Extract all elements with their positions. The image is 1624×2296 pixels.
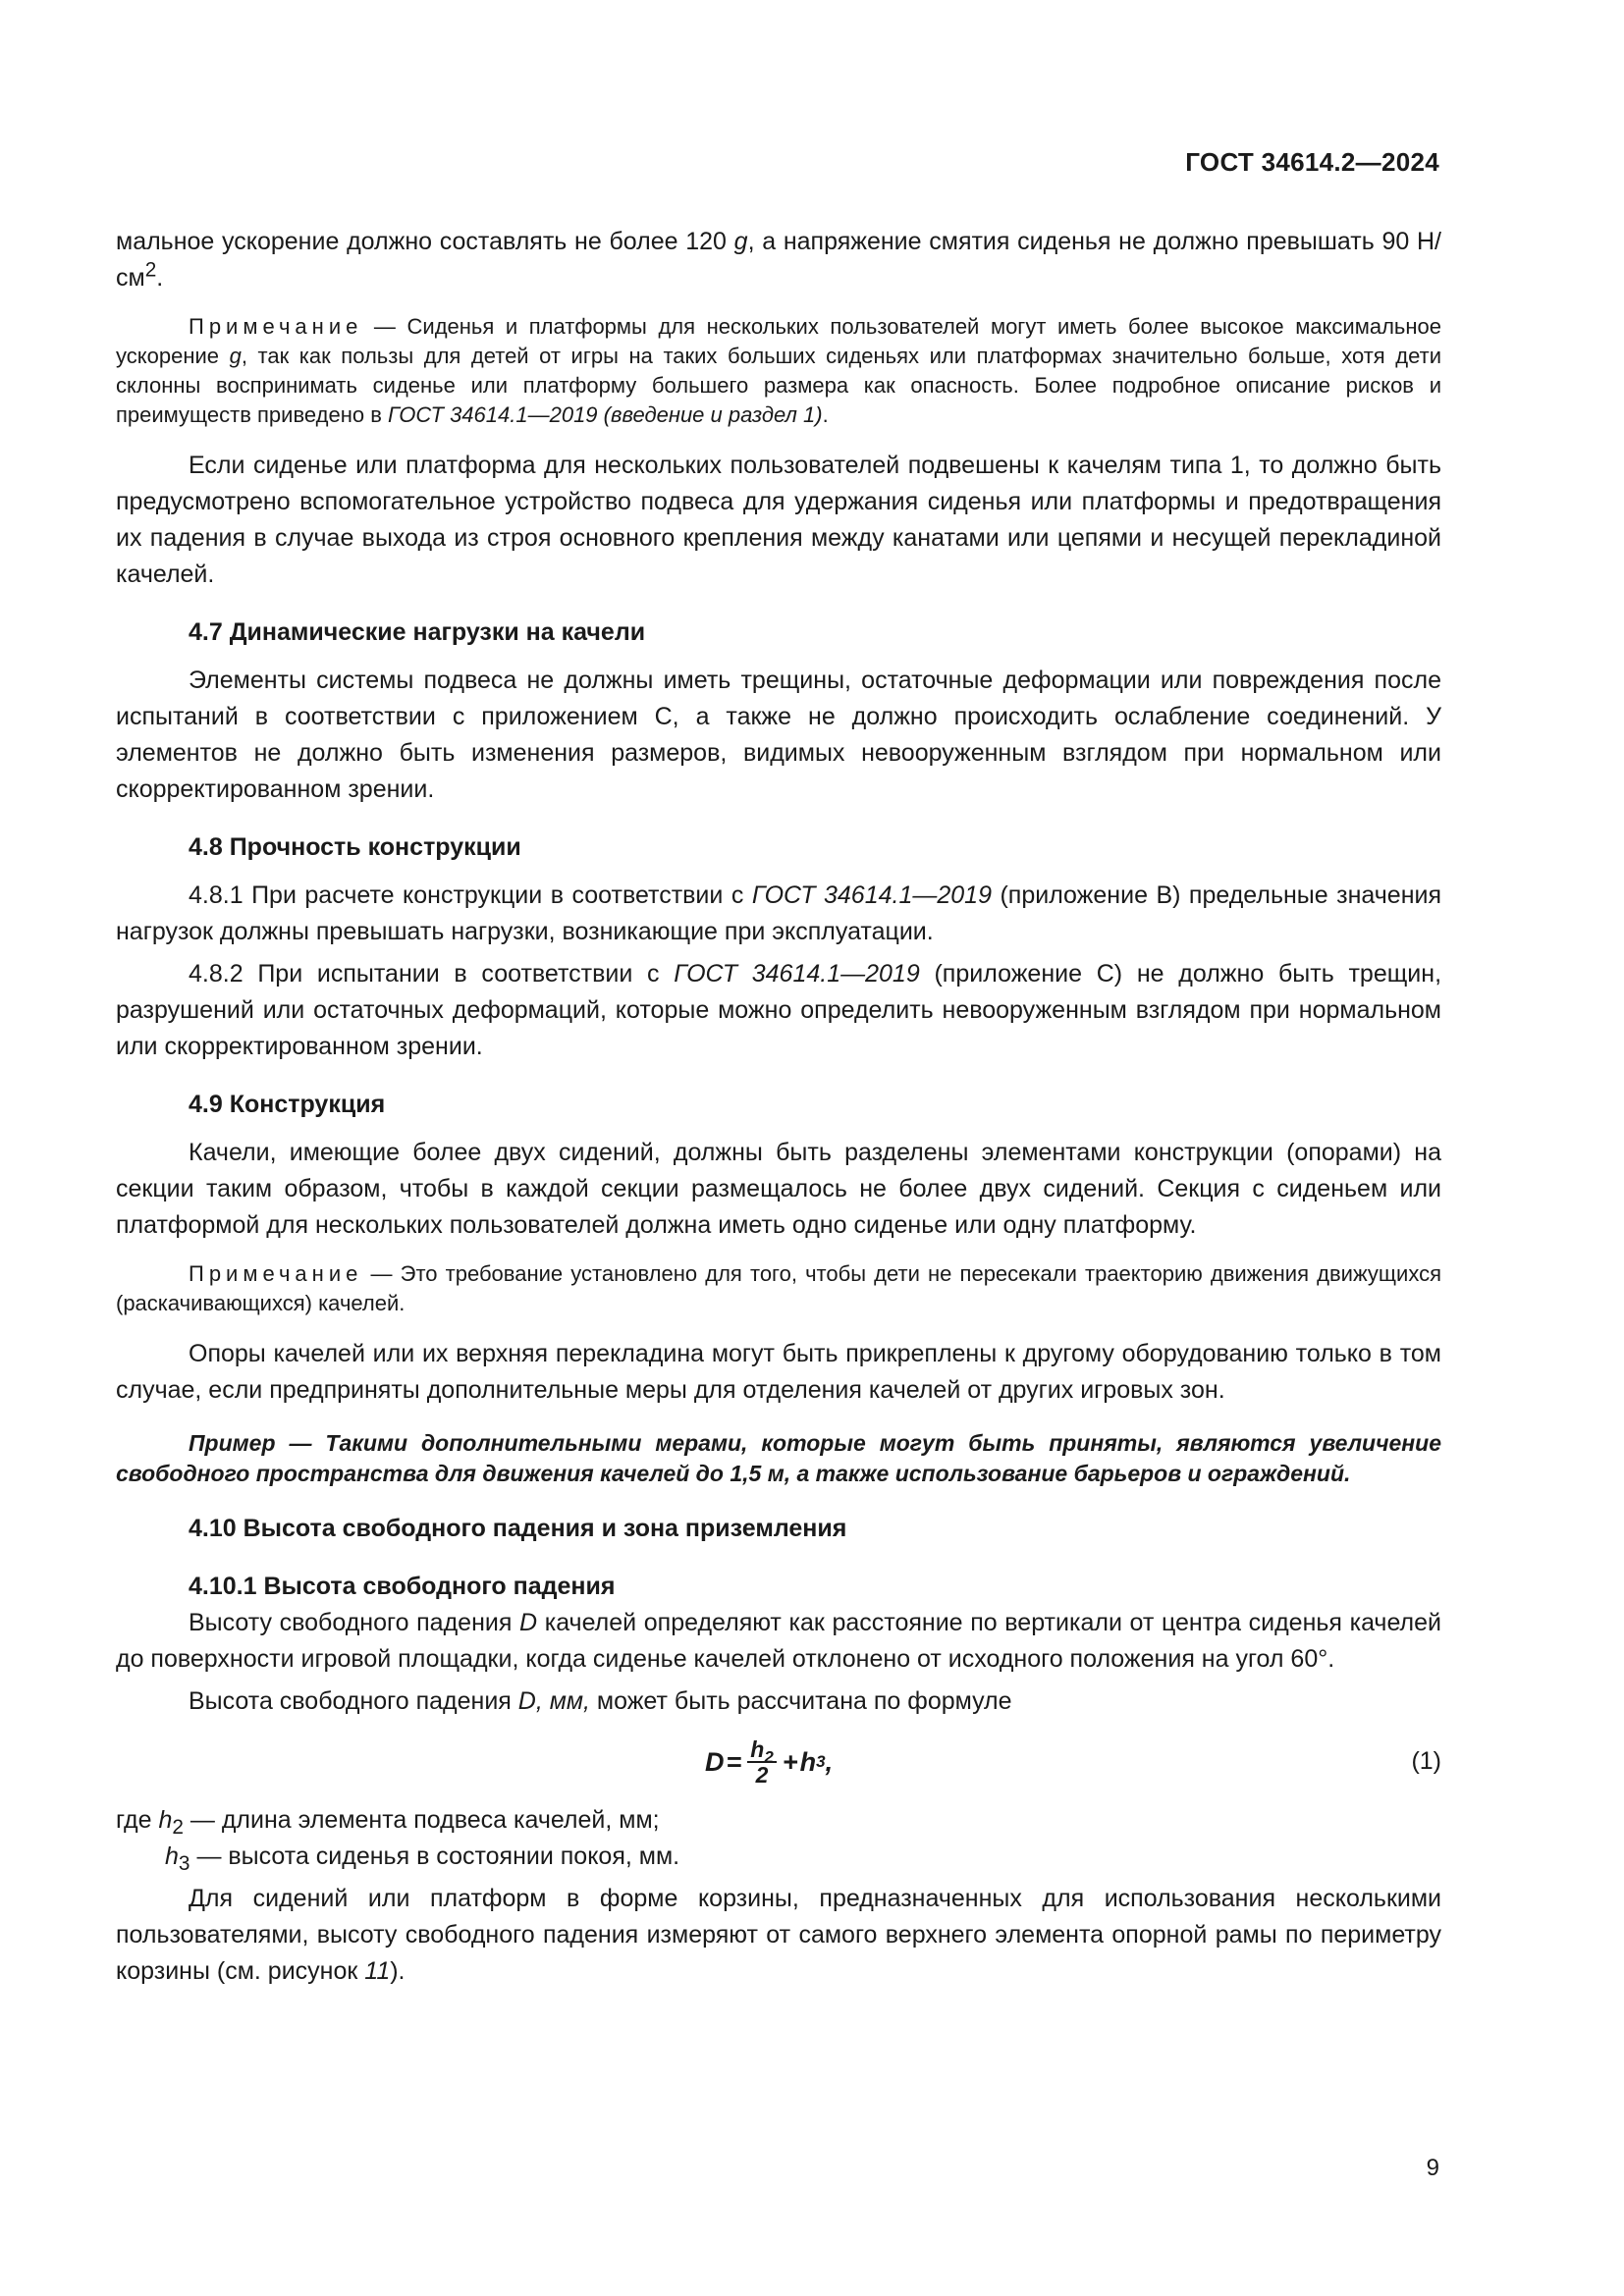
var-D: D bbox=[519, 1609, 538, 1636]
section-4-9-text-2: Опоры качелей или их верхняя перекладина могут быть прикреплены к другому оборудованию только в том случае, если предприняты дополнительные меры для отделения качелей от других игровых зон. bbox=[116, 1340, 1441, 1404]
var-h: h bbox=[158, 1806, 173, 1834]
superscript: 2 bbox=[144, 258, 157, 282]
var-h: h bbox=[750, 1736, 765, 1762]
text: 4.8.1 При расчете конструкции в соответствии с bbox=[189, 881, 752, 909]
section-4-10-heading: 4.10 Высота свободного падения и зона приземления bbox=[189, 1515, 847, 1542]
note-seats bbox=[116, 312, 1441, 430]
var-h: h bbox=[165, 1842, 179, 1870]
section-4-9-heading: 4.9 Конструкция bbox=[189, 1091, 386, 1118]
subscript: 3 bbox=[178, 1852, 190, 1875]
legend-item bbox=[116, 1839, 1441, 1875]
basket-seat-paragraph bbox=[116, 1881, 1441, 1990]
var-g: g bbox=[229, 344, 242, 368]
text: , а напряжение смятия сиденья не должно превышать 90 Н/см bbox=[116, 228, 1441, 292]
section-4-7-text: Элементы системы подвеса не должны иметь трещины, остаточные деформации или повреждения после испытаний в соответствии с приложением С, а также не должно происходить ослабление соединений. У элементов не должно быть изменения размеров, видимых невооруженным взглядом при нормальном или скорректированном зрении. bbox=[116, 667, 1441, 803]
text: может быть рассчитана по формуле bbox=[589, 1687, 1012, 1715]
standard-reference: ГОСТ 34614.1—2019 (введение и раздел 1) bbox=[388, 402, 823, 427]
text: где bbox=[116, 1806, 159, 1834]
section-4-8-heading: 4.8 Прочность конструкции bbox=[189, 833, 521, 861]
clause-4-8-2 bbox=[116, 956, 1441, 1065]
formula-comma: , bbox=[825, 1746, 834, 1777]
free-fall-formula: D = $\frac{h_2}{2}$ + h 3 , bbox=[705, 1736, 834, 1788]
var-g: g bbox=[733, 228, 748, 255]
text: Высота свободного падения bbox=[189, 1687, 518, 1715]
note-label: Примечание bbox=[189, 1261, 363, 1286]
section-4-9-text: Качели, имеющие более двух сидений, должны быть разделены элементами конструкции (опорами) на секции таким образом, чтобы в каждой секции размещалось не более двух сидений. Секция с сиденьем или платформой для нескольких пользователей должна иметь одно сиденье или одну платформу. bbox=[116, 1139, 1441, 1239]
text: Для сидений или платформ в форме корзины, предназначенных для использования несколькими пользователями, высоту свободного падения измеряют от самого верхнего элемента опорной рамы по периметру корзины (см. рисунок bbox=[116, 1885, 1441, 1985]
text: — Сиденья и платформы для нескольких пользователей могут иметь более высокое максимальное ускорение bbox=[116, 314, 1441, 368]
note-label: Примечание bbox=[189, 314, 363, 339]
text: (приложение С) не должно быть трещин, разрушений или остаточных деформаций, которые можно определить невооруженным взглядом при нормальном или скорректированном зрении. bbox=[116, 960, 1442, 1060]
page-content bbox=[116, 224, 1441, 1990]
fraction-numerator bbox=[747, 1736, 777, 1767]
clause-4-8-1 bbox=[116, 878, 1441, 950]
standard-reference: ГОСТ 34614.1—2019 bbox=[674, 960, 920, 988]
text: — длина элемента подвеса качелей, мм; bbox=[183, 1806, 660, 1834]
fraction-denominator: 2 bbox=[755, 1762, 769, 1788]
clause-4-10-1-heading: 4.10.1 Высота свободного падения bbox=[189, 1573, 616, 1600]
standard-reference: ГОСТ 34614.1—2019 bbox=[751, 881, 992, 909]
subscript: 2 bbox=[172, 1816, 184, 1839]
free-fall-formula-intro bbox=[116, 1683, 1441, 1720]
figure-reference: 11 bbox=[364, 1957, 391, 1985]
text: ). bbox=[390, 1957, 406, 1985]
subscript: 2 bbox=[764, 1747, 774, 1767]
text: 4.8.2 При испытании в соответствии с bbox=[189, 960, 675, 988]
equation-number: (1) bbox=[1411, 1747, 1441, 1775]
formula-plus: + bbox=[782, 1746, 798, 1777]
formula-equals: = bbox=[726, 1746, 742, 1777]
page-number: 9 bbox=[1426, 2155, 1439, 2181]
text: . bbox=[822, 402, 829, 427]
example-barriers: Пример — Такими дополнительными мерами, которые могут быть приняты, являются увеличение свободного пространства для движения качелей до 1,5 м, а также использование барьеров и ограждений. bbox=[116, 1430, 1441, 1486]
text: Высоту свободного падения bbox=[189, 1609, 520, 1636]
text: (приложение В) предельные значения нагрузок должны превышать нагрузки, возникающие при эксплуатации. bbox=[116, 881, 1442, 945]
formula-fraction bbox=[747, 1737, 777, 1787]
text: , так как пользы для детей от игры на таких больших сиденьях или платформах значительно больше, хотя дети склонны воспринимать сиденье или платформу большего размера как опасность. Более подробное описание рисков и преимуществ приведено в bbox=[116, 344, 1441, 427]
formula-legend bbox=[116, 1802, 1441, 1875]
text: . bbox=[156, 264, 164, 292]
var-h: h bbox=[799, 1746, 817, 1777]
text: качелей определяют как расстояние по вертикали от центра сиденья качелей до поверхности игровой площадки, когда сиденье качелей отклонено от исходного положения на угол 60°. bbox=[116, 1609, 1441, 1673]
free-fall-definition bbox=[116, 1605, 1441, 1678]
text: мальное ускорение должно составлять не более 120 bbox=[116, 228, 734, 255]
var-D-units: D, мм, bbox=[517, 1687, 590, 1715]
paragraph-acceleration bbox=[116, 224, 1441, 296]
paragraph-suspension: Если сиденье или платформа для нескольких пользователей подвешены к качелям типа 1, то должно быть предусмотрено вспомогательное устройство подвеса для удержания сиденья или платформы и предотвращения их падения в случае выхода из строя основного крепления между канатами или цепями и несущей перекладиной качелей. bbox=[116, 452, 1441, 588]
section-4-7-heading: 4.7 Динамические нагрузки на качели bbox=[189, 618, 646, 646]
formula-block bbox=[116, 1730, 1441, 1794]
formula-lhs: D bbox=[705, 1746, 725, 1777]
text: — высота сиденья в состоянии покоя, мм. bbox=[189, 1842, 680, 1870]
text: — Это требование установлено для того, чтобы дети не пересекали траекторию движения движущихся (раскачивающихся) качелей. bbox=[116, 1261, 1441, 1315]
document-code-header: ГОСТ 34614.2—2024 bbox=[1185, 147, 1439, 177]
legend-item bbox=[116, 1802, 1441, 1839]
note-trajectory bbox=[116, 1259, 1441, 1318]
